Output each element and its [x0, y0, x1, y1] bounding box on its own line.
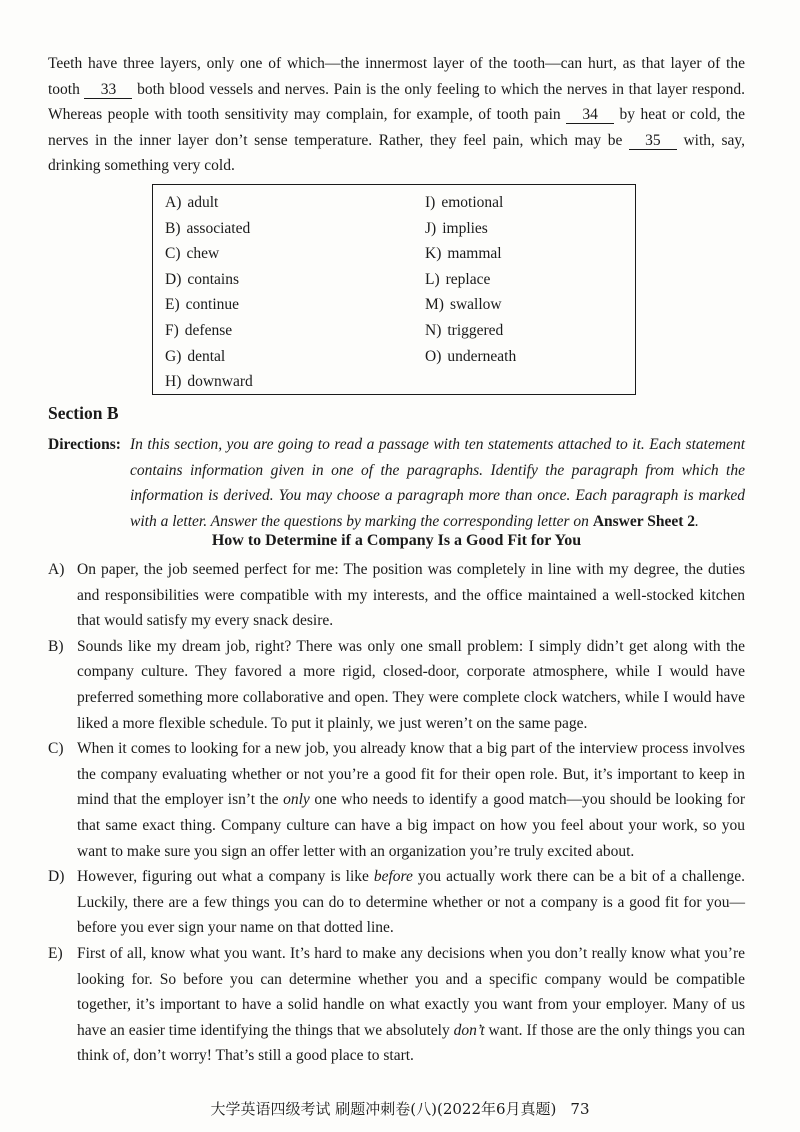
option-letter: E) — [165, 296, 180, 314]
blank-35: 35 — [629, 132, 677, 150]
page-number: 73 — [570, 1100, 590, 1118]
paragraph-label: D) — [48, 868, 65, 886]
option-item — [165, 216, 253, 242]
emphasis: don’t — [453, 1021, 485, 1039]
answer-sheet-label: Answer Sheet 2 — [592, 512, 695, 530]
option-letter: D) — [165, 270, 182, 288]
option-word: triggered — [447, 321, 504, 339]
option-item — [165, 369, 253, 395]
paragraph-a — [48, 557, 745, 634]
article-paragraphs — [48, 557, 745, 1069]
paragraph-text-part: First of all, know what you want. It’s hard to make any decisions when you don’t really know what you’re looking for. So before you can determine whether you and a specific company would be compatible together, it’s important to have a solid handle on what exactly you want from your employer. Many of us have an easier time identifying the things that we absolutely — [77, 944, 745, 1039]
option-item — [165, 318, 253, 344]
word-bank-left-column — [165, 190, 253, 395]
paragraph-text: On paper, the job seemed perfect for me: The position was completely in line with my degree, the duties and responsibilities were compatible with my interests, and the office maintained a well-stocked kitchen that would satisfy my every snack desire. — [77, 561, 745, 630]
option-letter: N) — [425, 321, 442, 339]
option-letter: J) — [425, 219, 437, 237]
directions-end: . — [695, 512, 699, 530]
directions-body: In this section, you are going to read a passage with ten statements attached to it. Each statement contains information given in one of the paragraphs. Identify the paragraph from which the information is derived. You may choose a paragraph more than once. Each paragraph is marked with a letter. Answer the questions by marking the corresponding letter on — [130, 436, 745, 530]
directions-text — [130, 432, 745, 534]
blank-33: 33 — [84, 81, 132, 99]
paragraph-label: E) — [48, 944, 63, 962]
passage-segment: with, say, drinking something very cold. — [48, 131, 745, 175]
option-item — [425, 318, 516, 344]
paragraph-text-part: However, figuring out what a company is like — [77, 868, 374, 886]
passage-segment: both blood vessels and nerves. Pain is the only feeling to which the nerves in that layer respond. Whereas people with tooth sensitivity may complain, for example, of tooth pain — [48, 80, 745, 124]
option-letter: F) — [165, 321, 179, 339]
option-letter: H) — [165, 373, 182, 391]
option-word: dental — [187, 347, 226, 365]
option-letter: G) — [165, 347, 182, 365]
paragraph-text — [48, 941, 745, 1069]
article-title: How to Determine if a Company Is a Good Fit for You — [211, 532, 582, 549]
option-word: defense — [184, 321, 233, 339]
option-item — [165, 267, 253, 293]
paragraph-label: A) — [48, 561, 65, 578]
option-word: adult — [187, 194, 219, 211]
section-heading: Section B — [48, 403, 119, 423]
option-item — [425, 344, 516, 370]
blank-34: 34 — [566, 106, 614, 124]
option-word: implies — [442, 219, 488, 237]
option-letter: C) — [165, 245, 181, 263]
option-word: mammal — [447, 245, 502, 263]
option-item — [425, 190, 516, 216]
directions-label: Directions: — [48, 436, 121, 453]
paragraph-text-part: When it comes to looking for a new job, you already know that a big part of the interview process involves the company evaluating whether or not you’re a good fit for their open role. But, it’s important to keep in mind that the employer isn’t the — [77, 740, 745, 809]
option-letter: I) — [425, 194, 436, 211]
option-word: continue — [185, 296, 240, 314]
option-letter: L) — [425, 270, 440, 288]
option-item — [425, 241, 516, 267]
paragraph-b — [48, 634, 745, 736]
paragraph-label: C) — [48, 740, 64, 758]
option-letter: K) — [425, 245, 442, 263]
paragraph-text: Sounds like my dream job, right? There was only one small problem: I simply didn’t get along with the company culture. They favored a more rigid, closed-door, corporate atmosphere, while I would have preferred something more collaborative and open. They were complete clock watchers, while I would have liked a more flexible schedule. To put it plainly, we just weren’t on the same page. — [77, 637, 745, 732]
option-letter: O) — [425, 347, 442, 365]
option-item — [165, 344, 253, 370]
passage-segment: Teeth have three layers, only one of which—the innermost layer of the tooth—can hurt, as that layer of the tooth — [48, 55, 745, 98]
option-item — [425, 267, 516, 293]
option-letter: A) — [165, 194, 182, 211]
paragraph-d — [48, 864, 745, 941]
paragraph-text — [48, 736, 745, 864]
option-word: emotional — [441, 194, 504, 211]
option-word: underneath — [447, 347, 517, 365]
option-word: chew — [186, 245, 220, 263]
paragraph-text-part: one who needs to identify a good match—you should be looking for that same exact thing. Company culture can have a big impact on how you feel about your work, so you want to make sure you sign an offer letter with an organization you’re truly excited about. — [77, 791, 745, 860]
cloze-passage — [48, 51, 745, 179]
option-letter: M) — [425, 296, 444, 314]
option-item — [425, 292, 516, 318]
paragraph-e — [48, 941, 745, 1069]
option-word: contains — [187, 270, 240, 288]
paragraph-c — [48, 736, 745, 864]
option-word: downward — [187, 373, 253, 391]
emphasis: only — [283, 791, 310, 809]
passage-segment: by heat or cold, the nerves in the inner layer don’t sense temperature. Rather, they feel pain, which may be — [48, 106, 745, 149]
paragraph-label: B) — [48, 637, 64, 655]
option-item — [165, 241, 253, 267]
option-letter: B) — [165, 219, 181, 237]
emphasis: before — [373, 868, 413, 886]
option-word: replace — [445, 270, 491, 288]
word-bank-box — [152, 184, 636, 395]
option-word: associated — [186, 219, 251, 237]
directions-block — [48, 432, 745, 534]
option-item — [425, 216, 516, 242]
paragraph-text-part: want. If those are the only things you can think of, don’t worry! That’s still a good place to start. — [77, 1021, 745, 1065]
page-footer — [0, 1098, 800, 1119]
paragraph-text — [48, 864, 745, 941]
option-word: swallow — [449, 296, 502, 314]
option-item — [165, 190, 253, 216]
option-item — [165, 292, 253, 318]
footer-title: 大学英语四级考试 刷题冲刺卷(八)(2022年6月真题) — [210, 1100, 557, 1118]
paragraph-text-part: you actually work there can be a bit of a challenge. Luckily, there are a few things you can do to determine whether or not a company is a good fit for you—before you ever sign your name on that dotted line. — [77, 868, 745, 937]
word-bank-right-column — [425, 190, 516, 369]
